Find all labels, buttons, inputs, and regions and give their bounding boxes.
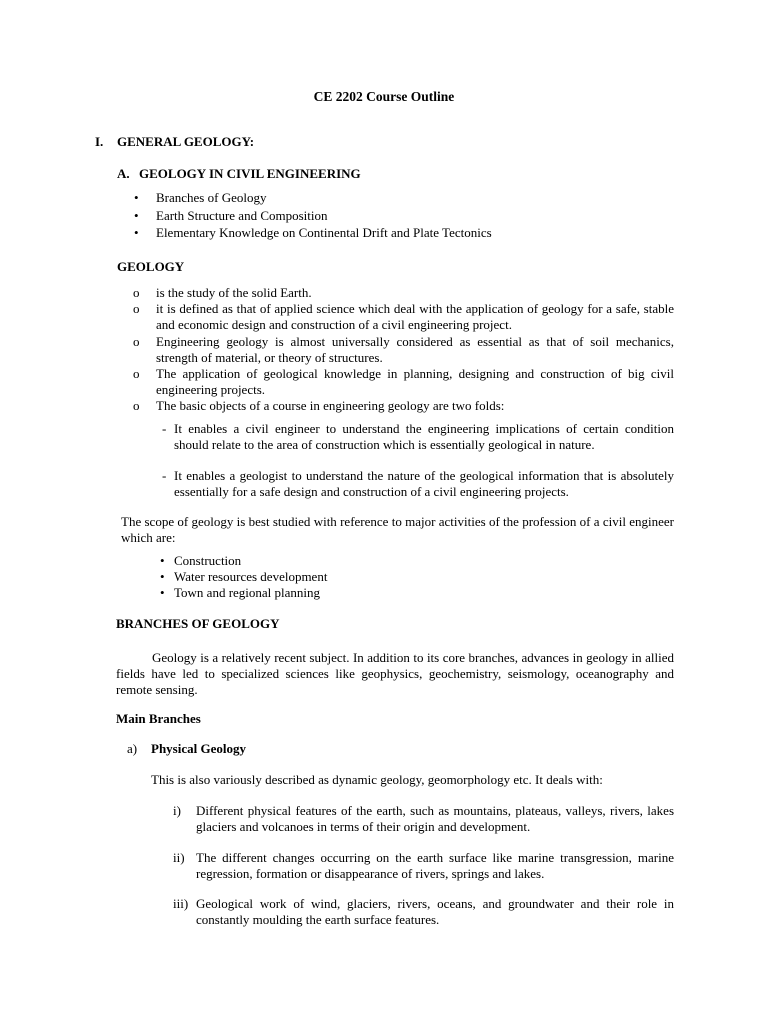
scope-paragraph: The scope of geology is best studied with reference to major activities of the profession of a civil engineer which are:	[121, 514, 674, 545]
bullet-icon: •	[134, 225, 139, 240]
page-title: CE 2202 Course Outline	[313, 89, 455, 104]
geology-heading: GEOLOGY	[117, 259, 185, 274]
section-heading: GENERAL GEOLOGY:	[117, 134, 255, 149]
subsection-letter: A.	[117, 166, 130, 181]
list-item: Different physical features of the earth, such as mountains, plateaus, valleys, rivers, lakes glaciers and volcanoes in terms of their origin and development.	[196, 803, 674, 834]
dash-icon: -	[162, 468, 167, 483]
physical-intro: This is also variously described as dynamic geology, geomorphology etc. It deals with:	[151, 772, 603, 787]
list-item: The different changes occurring on the earth surface like marine transgression, marine regression, formation or disappearance of rivers, springs and lakes.	[196, 850, 674, 881]
list-item: is the study of the solid Earth.	[156, 285, 312, 300]
list-item: Elementary Knowledge on Continental Drift and Plate Tectonics	[156, 225, 492, 240]
roman-marker: ii)	[173, 850, 185, 865]
bullet-icon: •	[160, 585, 165, 600]
branches-paragraph: Geology is a relatively recent subject. In addition to its core branches, advances in geology in allied fields have led to specialized sciences like geophysics, geochemistry, seismology, oceanography and remote sensing.	[116, 650, 674, 697]
list-item: Geological work of wind, glaciers, rivers, oceans, and groundwater and their role in constantly moulding the earth surface features.	[196, 896, 674, 927]
circle-bullet-icon: o	[133, 334, 140, 349]
main-branches-heading: Main Branches	[116, 711, 201, 726]
circle-bullet-icon: o	[133, 285, 140, 300]
list-item: Construction	[174, 553, 242, 568]
bullet-icon: •	[160, 553, 165, 568]
list-item: It enables a civil engineer to understand the engineering implications of certain condition should relate to the area of construction which is essentially geological in nature.	[174, 421, 674, 452]
bullet-icon: •	[160, 569, 165, 584]
bullet-icon: •	[134, 208, 139, 223]
list-item: The application of geological knowledge in planning, designing and construction of big civil engineering projects.	[156, 366, 674, 397]
roman-marker: iii)	[173, 896, 189, 911]
list-item: Town and regional planning	[174, 585, 321, 600]
physical-geology-heading: Physical Geology	[151, 741, 246, 756]
circle-bullet-icon: o	[133, 366, 140, 381]
list-item: Engineering geology is almost universally considered as essential as that of soil mechanics, strength of material, or theory of structures.	[156, 334, 674, 365]
list-item: Water resources development	[174, 569, 328, 584]
list-item: The basic objects of a course in engineering geology are two folds:	[156, 398, 505, 413]
circle-bullet-icon: o	[133, 301, 140, 316]
roman-marker: i)	[173, 803, 181, 818]
list-item: Branches of Geology	[156, 190, 267, 205]
list-item: it is defined as that of applied science which deal with the application of geology for a safe, stable and economic design and construction of a civil engineering project.	[156, 301, 674, 332]
dash-icon: -	[162, 421, 167, 436]
section-number: I.	[95, 134, 104, 149]
bullet-icon: •	[134, 190, 139, 205]
branches-heading: BRANCHES OF GEOLOGY	[116, 616, 280, 631]
list-item: It enables a geologist to understand the nature of the geological information that is absolutely essentially for a safe design and construction of a civil engineering projects.	[174, 468, 674, 499]
list-marker: a)	[127, 741, 138, 756]
list-item: Earth Structure and Composition	[156, 208, 328, 223]
circle-bullet-icon: o	[133, 398, 140, 413]
subsection-heading: GEOLOGY IN CIVIL ENGINEERING	[139, 166, 361, 181]
